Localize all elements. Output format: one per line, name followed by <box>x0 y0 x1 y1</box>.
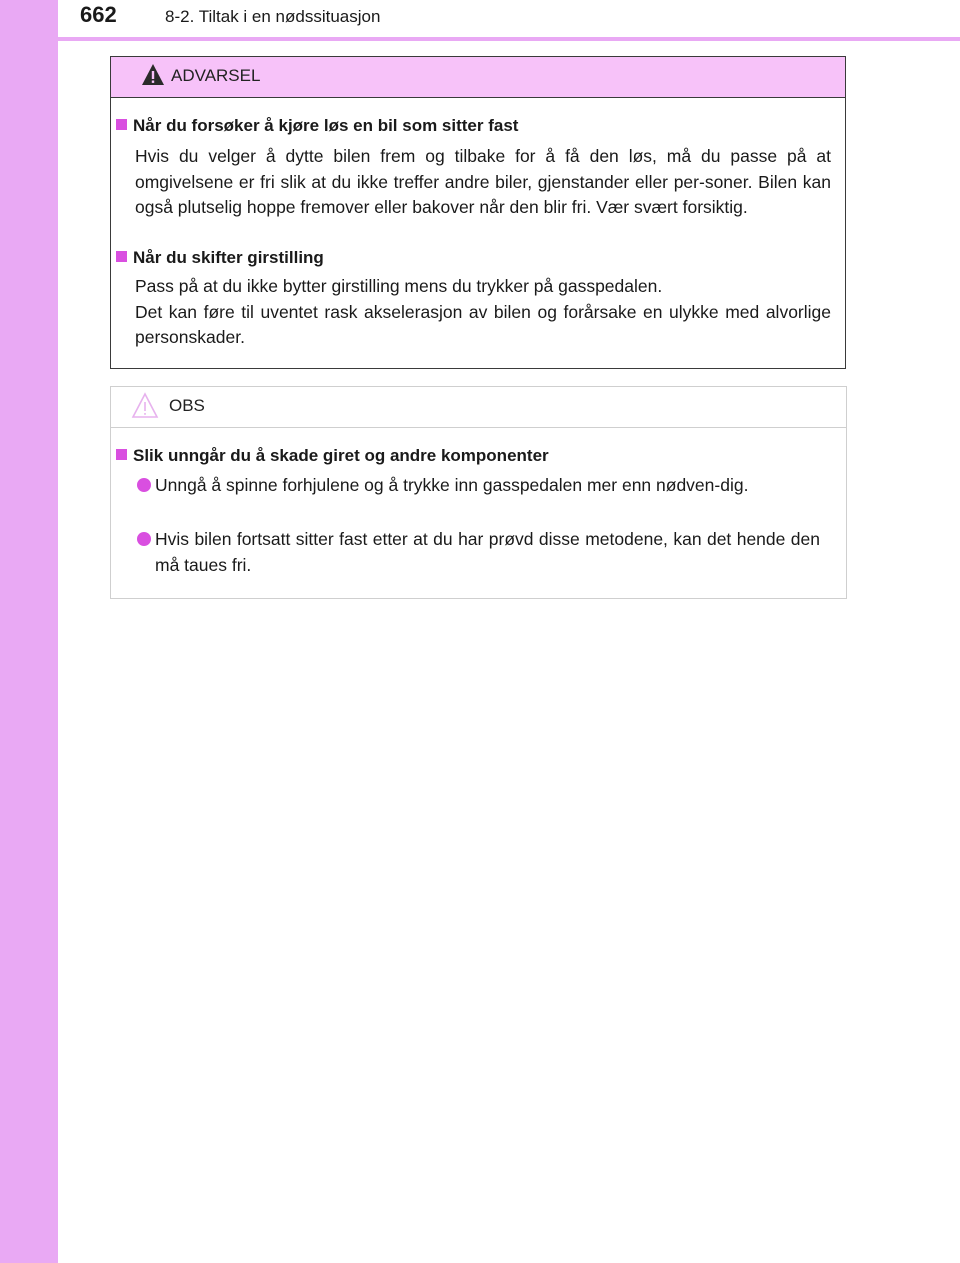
warning-subheading-1 <box>116 116 518 136</box>
notice-bullet-1-text: Unngå å spinne forhjulene og å trykke inn gasspedalen mer enn nødven-dig. <box>155 475 749 495</box>
notice-title: OBS <box>169 396 205 415</box>
round-bullet-icon <box>137 478 151 492</box>
warning-subheading-2-text: Når du skifter girstilling <box>133 248 324 267</box>
warning-paragraph-2 <box>135 274 831 351</box>
notice-header <box>111 387 846 428</box>
warning-title: ADVARSEL <box>171 66 261 85</box>
warning-header <box>111 57 845 98</box>
warning-paragraph-1: Hvis du velger å dytte bilen frem og tilbake for å få den løs, må du passe på at omgivelsene er fri slik at du ikke treffer andre biler, gjenstander eller per-soner. Bilen kan også plutselig hoppe fremover eller bakover når den blir fri. Vær svært forsiktig. <box>135 146 831 217</box>
square-bullet-icon <box>116 119 127 130</box>
notice-subheading-text: Slik unngår du å skade giret og andre komponenter <box>133 446 549 465</box>
square-bullet-icon <box>116 449 127 460</box>
notice-bullet-2-text: Hvis bilen fortsatt sitter fast etter at du har prøvd disse metodene, kan det hende den må taues fri. <box>155 529 820 575</box>
warning-subheading-2 <box>116 248 324 268</box>
notice-subheading <box>116 446 549 466</box>
caution-outline-icon <box>131 392 159 420</box>
side-tab-bar <box>0 0 58 1263</box>
section-title: 8-2. Tiltak i en nødssituasjon <box>165 7 381 26</box>
page-number: 662 <box>80 2 117 27</box>
warning-paragraph-2-line-2: Det kan føre til uventet rask akselerasjon av bilen og forårsake en ulykke med alvorlige personskader. <box>135 301 831 347</box>
warning-paragraph-2-line-1: Pass på at du ikke bytter girstilling mens du trykker på gasspedalen. <box>135 276 663 296</box>
warning-icon <box>141 63 165 87</box>
square-bullet-icon <box>116 251 127 262</box>
warning-subheading-1-text: Når du forsøker å kjøre løs en bil som sitter fast <box>133 116 519 135</box>
round-bullet-icon <box>137 532 151 546</box>
header-rule <box>58 37 960 41</box>
